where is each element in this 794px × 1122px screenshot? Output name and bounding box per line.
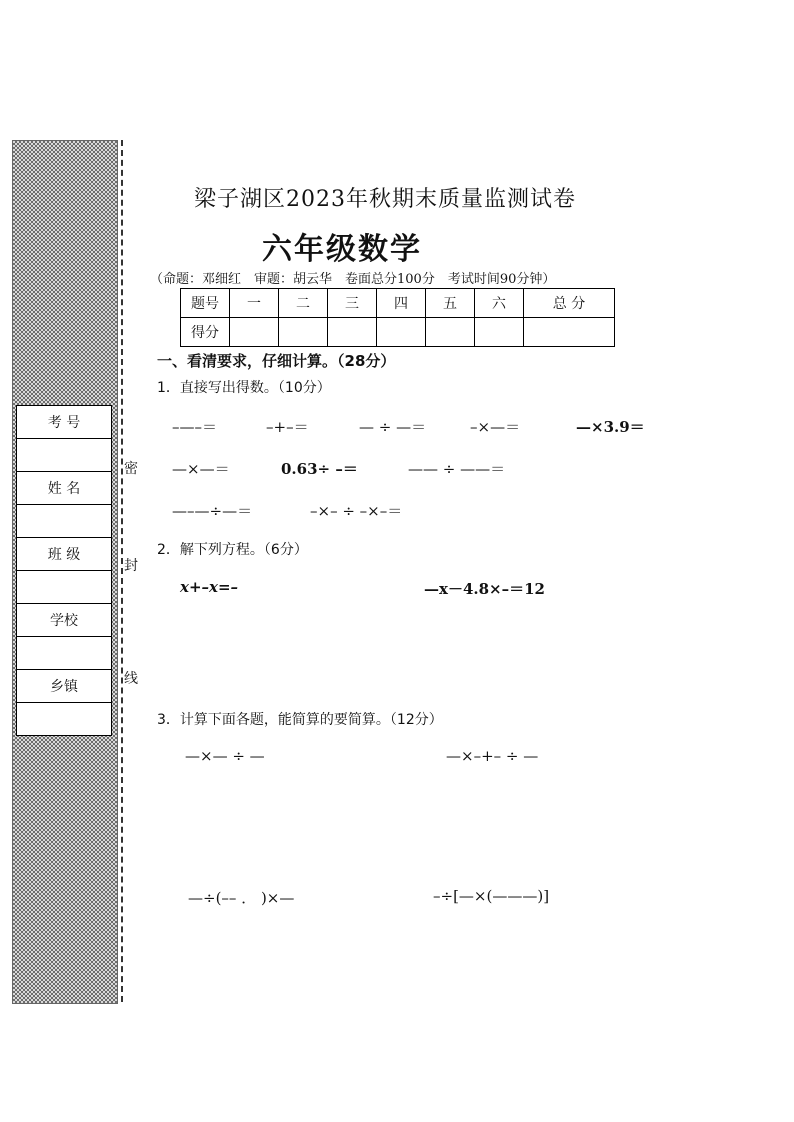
score-table bbox=[180, 288, 615, 347]
score-cell[interactable] bbox=[377, 318, 426, 347]
q1-expr: –×—＝ bbox=[470, 418, 521, 436]
q2-equation: x+–x=– bbox=[180, 578, 239, 596]
score-header-cell: 六 bbox=[475, 289, 524, 318]
name-label: 姓 名 bbox=[17, 472, 112, 505]
exam-info: （命题：邓细红 审题：胡云华 卷面总分100分 考试时间90分钟） bbox=[150, 272, 556, 287]
exam-number-field[interactable] bbox=[17, 439, 112, 472]
section-1-title: 一、看清要求，仔细计算。（28分） bbox=[157, 352, 396, 370]
q1-expr: —×3.9＝ bbox=[576, 418, 645, 436]
score-header-cell: 二 bbox=[279, 289, 328, 318]
school-label: 学校 bbox=[17, 604, 112, 637]
score-header-cell: 三 bbox=[328, 289, 377, 318]
school-field[interactable] bbox=[17, 637, 112, 670]
score-cell[interactable] bbox=[426, 318, 475, 347]
q1-expr: 0.63÷ –＝ bbox=[281, 460, 358, 478]
score-header-cell: 题号 bbox=[181, 289, 230, 318]
score-cell[interactable] bbox=[279, 318, 328, 347]
q1-expr: — ÷ —＝ bbox=[359, 418, 427, 436]
score-cell[interactable] bbox=[475, 318, 524, 347]
seal-char-feng: 封 bbox=[124, 558, 138, 574]
exam-number-label: 考 号 bbox=[17, 406, 112, 439]
q1-expr: –+–＝ bbox=[266, 418, 309, 436]
score-cell[interactable] bbox=[524, 318, 615, 347]
exam-subject: 六年级数学 bbox=[262, 232, 422, 267]
student-info-table bbox=[16, 405, 112, 736]
q2-equation: —x－4.8×–＝12 bbox=[424, 580, 545, 598]
q1-expr: –—–＝ bbox=[172, 418, 218, 436]
score-header-cell: 总 分 bbox=[524, 289, 615, 318]
q3-expr: –÷[—×(———)] bbox=[433, 887, 550, 905]
q1-label: 1．直接写出得数。（10分） bbox=[157, 380, 331, 396]
class-field[interactable] bbox=[17, 571, 112, 604]
score-header-cell: 五 bbox=[426, 289, 475, 318]
q1-expr: —×—＝ bbox=[172, 460, 230, 478]
score-header-cell: 一 bbox=[230, 289, 279, 318]
town-field[interactable] bbox=[17, 703, 112, 736]
score-cell[interactable] bbox=[230, 318, 279, 347]
town-label: 乡镇 bbox=[17, 670, 112, 703]
q2-label: 2．解下列方程。（6分） bbox=[157, 542, 308, 558]
q1-expr: –×– ÷ –×–＝ bbox=[310, 502, 403, 520]
q3-expr: —÷(–– ． )×— bbox=[188, 889, 295, 907]
score-cell[interactable] bbox=[328, 318, 377, 347]
q1-expr: —–—÷—＝ bbox=[172, 502, 253, 520]
q3-label: 3．计算下面各题，能简算的要简算。（12分） bbox=[157, 712, 443, 728]
score-header-cell: 四 bbox=[377, 289, 426, 318]
score-row-label: 得分 bbox=[181, 318, 230, 347]
exam-title: 梁子湖区2023年秋期末质量监测试卷 bbox=[194, 187, 576, 212]
q1-expr: —— ÷ ——＝ bbox=[408, 460, 506, 478]
name-field[interactable] bbox=[17, 505, 112, 538]
seal-char-mi: 密 bbox=[124, 461, 138, 477]
q3-expr: —×— ÷ — bbox=[185, 747, 265, 765]
q3-expr: —×–+– ÷ — bbox=[446, 747, 539, 765]
seal-char-xian: 线 bbox=[124, 671, 138, 687]
class-label: 班 级 bbox=[17, 538, 112, 571]
